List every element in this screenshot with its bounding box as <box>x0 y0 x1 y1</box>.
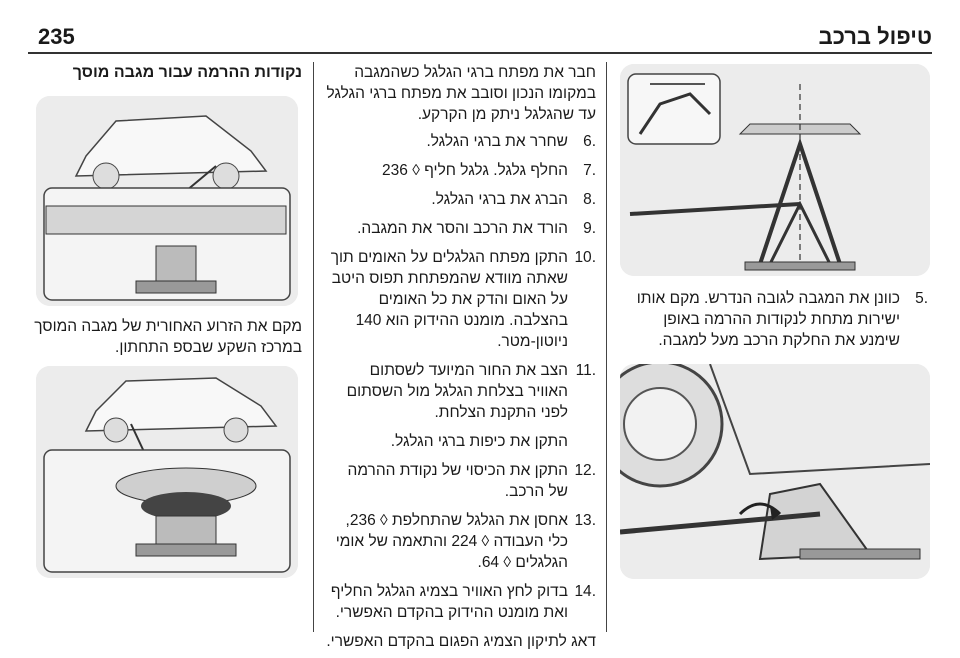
step-item <box>326 510 596 573</box>
step-item <box>326 189 596 210</box>
header-rule <box>28 52 932 54</box>
step-text: בדוק לחץ האוויר בצמיג הגלגל החליף ואת מומנט ההידוק בהקדם האפשרי. <box>330 583 568 621</box>
intro-paragraph: חבר את מפתח ברגי הגלגל כשהמגבה במקומו הנכון וסובב את מפתח ברגי הגלגל עד שהגלגל ניתק מן הקרקע. <box>326 64 596 123</box>
caption-text: מקם את הזרוע האחורית של מגבה המוסך במרכז השקע שבספ התחתון. <box>34 318 302 356</box>
step-text: אחסן את הגלגל שהתחלפת ◊ 236, כלי העבודה ◊ 224 והתאמה של אומי הגלגלים ◊ 64. <box>335 512 568 571</box>
step-number: .5 <box>915 290 928 307</box>
step-number: .8 <box>583 191 596 208</box>
step-number: .6 <box>583 133 596 150</box>
step-text: שחרר את ברגי הגלגל. <box>426 133 568 150</box>
step-item <box>326 131 596 152</box>
step-item <box>326 431 596 452</box>
step-text: הורד את הרכב והסר את המגבה. <box>357 220 568 237</box>
step-number: .12 <box>574 462 596 479</box>
column-divider <box>313 62 314 632</box>
section-title: נקודות ההרמה עבור מגבה מוסך <box>72 64 302 81</box>
step-item <box>326 218 596 239</box>
outro-paragraph: דאג לתיקון הצמיג הפגום בהקדם האפשרי. <box>326 633 596 650</box>
step-item <box>326 581 596 623</box>
step-text: הצב את החור המיועד לשסתום האוויר בצלחת הגלגל מול השסתום לפני התקנת הצלחת. <box>346 362 568 421</box>
step-item <box>326 460 596 502</box>
jack-figure <box>620 64 930 276</box>
step-number: .14 <box>574 583 596 600</box>
lift-points-column <box>30 62 302 83</box>
step-number: .11 <box>575 362 596 379</box>
page-header <box>28 22 932 52</box>
step-text: כוונן את המגבה לגובה הנדרש. מקם אותו ישירות מתחת לנקודות ההרמה באופן שימנע את החלקת הרכב מעל למגבה. <box>636 290 900 349</box>
jack-under-car-figure <box>620 364 930 579</box>
step-number <box>574 431 596 452</box>
step-item <box>326 160 596 181</box>
step-item <box>326 360 596 423</box>
step-5 <box>622 288 928 359</box>
step-text: התקן מפתח הגלגלים על האומים תוך שאתה מוודא שהמפתחת תפוס היטב על האום והדק את כל האומים בהצלבה. מומנט ההידוק הוא 140 ניוטון-מטר. <box>330 249 568 350</box>
step-number: .7 <box>583 162 596 179</box>
step-text: הברג את ברגי הגלגל. <box>431 191 568 208</box>
instructions-column <box>326 62 596 658</box>
steps-list <box>326 131 596 623</box>
step-number: .10 <box>574 249 596 266</box>
caption-1 <box>30 316 302 364</box>
step-text: החלף גלגל. גלגל חליף ◊ 236 <box>382 162 568 179</box>
step-text: התקן את הכיסוי של נקודת ההרמה של הרכב. <box>347 462 568 500</box>
front-lift-point-figure <box>36 96 298 306</box>
step-number: .13 <box>574 512 596 529</box>
rear-lift-point-figure <box>36 366 298 578</box>
step-number: .9 <box>583 220 596 237</box>
page-number: 235 <box>38 24 75 49</box>
step-text: התקן את כיפות ברגי הגלגל. <box>390 433 568 450</box>
column-divider <box>606 62 607 632</box>
step-item <box>326 247 596 352</box>
chapter-title: טיפול ברכב <box>818 24 932 49</box>
